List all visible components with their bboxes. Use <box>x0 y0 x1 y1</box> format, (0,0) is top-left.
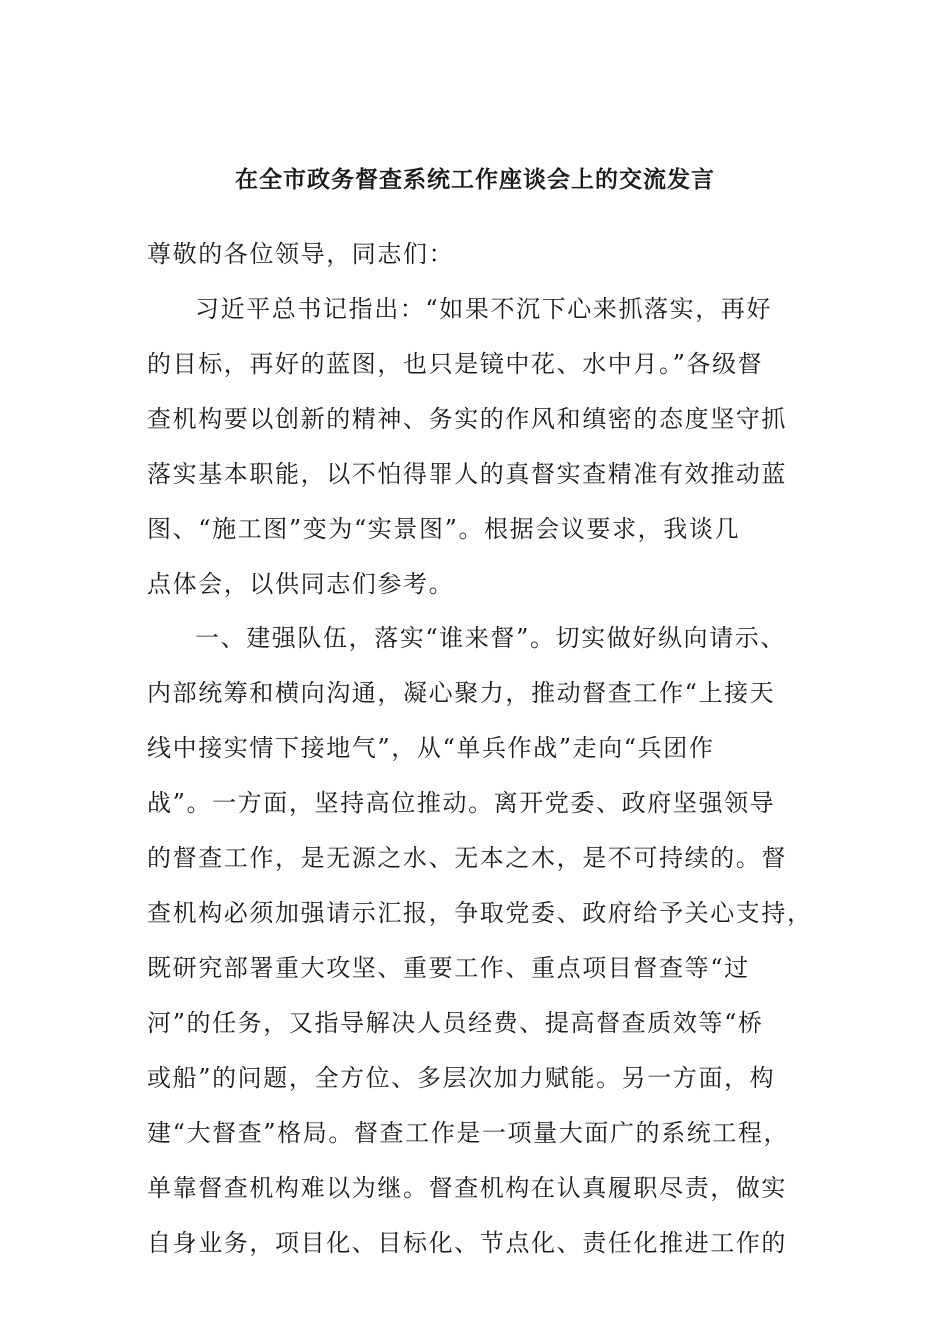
body-line: 河”的任务，又指导解决人员经费、提高督查质效等“桥 <box>147 1009 764 1037</box>
body-line: 既研究部署重大攻坚、重要工作、重点项目督查等“过 <box>147 954 750 982</box>
body-line: 查机构要以创新的精神、务实的作风和缜密的态度坚守抓 <box>147 405 787 433</box>
salutation-line: 尊敬的各位领导，同志们： <box>147 240 455 268</box>
body-line: 习近平总书记指出：“如果不沉下心来抓落实，再好 <box>195 295 773 323</box>
body-line: 建“大督查”格局。督查工作是一项量大面广的系统工程， <box>147 1119 790 1147</box>
body-line: 线中接实情下接地气”，从“单兵作战”走向“兵团作 <box>147 734 715 762</box>
body-line: 一、建强队伍，落实“谁来督”。切实做好纵向请示、 <box>195 624 786 652</box>
body-line: 自身业务，项目化、目标化、节点化、责任化推进工作的 <box>147 1229 787 1257</box>
body-line: 图、“施工图”变为“实景图”。根据会议要求，我谈几 <box>147 515 741 543</box>
body-line: 的督查工作，是无源之水、无本之木，是不可持续的。督 <box>147 844 787 872</box>
body-line: 内部统筹和横向沟通，凝心聚力，推动督查工作“上接天 <box>147 679 776 707</box>
document-title: 在全市政务督查系统工作座谈会上的交流发言 <box>235 166 715 193</box>
body-line: 的目标，再好的蓝图，也只是镜中花、水中月。”各级督 <box>147 350 764 378</box>
body-line: 点体会，以供同志们参考。 <box>147 570 455 598</box>
body-line: 或船”的问题，全方位、多层次加力赋能。另一方面，构 <box>147 1064 776 1092</box>
body-line: 战”。一方面，坚持高位推动。离开党委、政府坚强领导 <box>147 789 776 817</box>
body-line: 单靠督查机构难以为继。督查机构在认真履职尽责，做实 <box>147 1174 787 1202</box>
body-line: 查机构必须加强请示汇报，争取党委、政府给予关心支持， <box>147 899 813 927</box>
body-line: 落实基本职能，以不怕得罪人的真督实查精准有效推动蓝 <box>147 460 787 488</box>
